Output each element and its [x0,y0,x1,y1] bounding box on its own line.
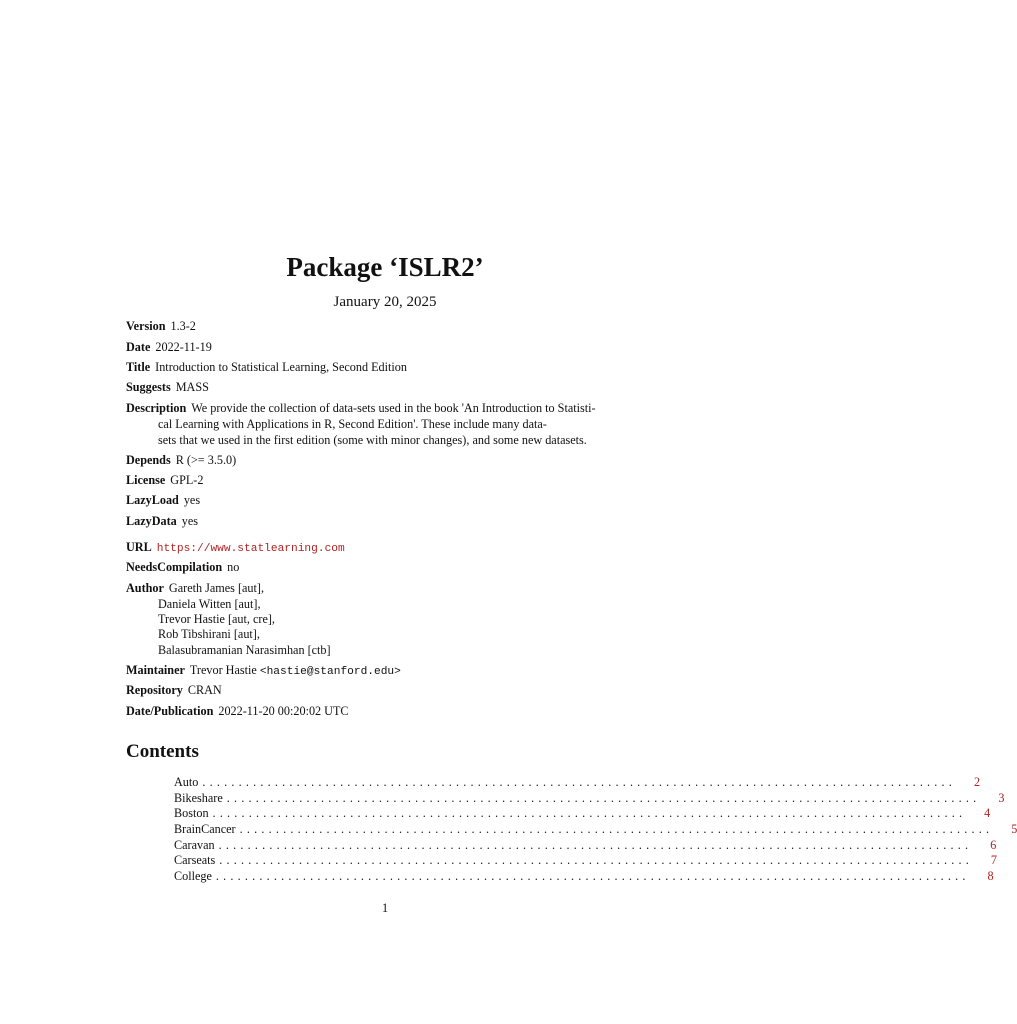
package-title: Package ‘ISLR2’ [286,252,484,282]
toc-leader-dots: ........................................................................................................ [239,822,994,836]
contents-heading: Contents [126,741,199,762]
toc-entry-page[interactable]: 7 [990,853,997,867]
field-maintainer [126,662,646,680]
toc-entry[interactable] [174,805,991,821]
field-label: Date/Publication [126,704,214,718]
author-line-1: Gareth James [aut], [168,581,265,595]
field-description [126,400,646,416]
page-number: 1 [381,901,389,915]
field-label: NeedsCompilation [126,560,223,574]
field-value: GPL-2 [170,473,204,487]
toc-entry[interactable] [174,852,997,868]
toc-entry-page[interactable]: 2 [973,775,981,789]
field-label: License [126,473,166,487]
field-label: Suggests [126,380,171,394]
maintainer-email: <hastie@stanford.edu> [259,666,401,678]
toc-entry-name[interactable]: Carseats [174,853,216,867]
toc-leader-dots: ........................................................................................................ [202,775,957,789]
url-link[interactable]: https://www.statlearning.com [156,543,345,555]
field-value: yes [183,493,201,507]
author-line-3: Trevor Hastie [aut, cre], [158,612,275,626]
field-label: Version [126,319,166,333]
toc-leader-dots: ........................................................................................................ [226,791,981,805]
field-author [126,580,646,596]
field-url [126,539,646,557]
field-label: Date [126,340,151,354]
field-value: yes [181,514,199,528]
author-line-4: Rob Tibshirani [aut], [158,627,260,641]
field-label: Title [126,360,151,374]
field-title [126,359,646,375]
field-lazydata [126,513,646,529]
toc-leader-dots: ........................................................................................................ [219,853,973,867]
toc-entry-page[interactable]: 3 [998,791,1005,805]
author-line-2: Daniela Witten [aut], [158,597,261,611]
field-label: Maintainer [126,663,185,677]
toc-leader-dots: ........................................................................................................ [215,869,970,883]
field-date [126,339,646,355]
field-label: Author [126,581,164,595]
toc-entry-page[interactable]: 4 [984,806,991,820]
author-line-5: Balasubramanian Narasimhan [ctb] [158,643,331,657]
description-line-2: cal Learning with Applications in R, Second Edition'. These include many data- [158,417,547,431]
toc-entry[interactable] [174,821,1017,837]
description-line-1: We provide the collection of data-sets used in the book 'An Introduction to Statisti- [191,401,596,415]
field-label: Repository [126,683,183,697]
field-value: 2022-11-19 [155,340,212,354]
toc-entry-name[interactable]: BrainCancer [174,822,236,836]
toc-entry-page[interactable]: 5 [1011,822,1017,836]
toc-entry-page[interactable]: 6 [990,838,997,852]
toc-entry-name[interactable]: Bikeshare [174,791,223,805]
field-version [126,318,646,334]
field-label: Description [126,401,187,415]
field-label: LazyLoad [126,493,179,507]
field-label: Depends [126,453,171,467]
toc-entry-name[interactable]: Boston [174,806,209,820]
toc-entry-name[interactable]: College [174,869,212,883]
field-label: LazyData [126,514,177,528]
field-value: R (>= 3.5.0) [175,453,237,467]
field-value: 2022-11-20 00:20:02 UTC [218,704,349,718]
maintainer-name: Trevor Hastie [189,663,257,677]
field-label: URL [126,540,152,554]
toc-entry-name[interactable]: Auto [174,775,199,789]
toc-entry-page[interactable]: 8 [987,869,994,883]
toc-leader-dots: ........................................................................................................ [212,806,967,820]
field-value: Introduction to Statistical Learning, Second Edition [155,360,407,374]
field-value: no [227,560,240,574]
toc-entry[interactable] [174,837,997,853]
toc-entry-name[interactable]: Caravan [174,838,215,852]
toc-entry[interactable] [174,868,994,884]
field-suggests [126,379,646,395]
toc-leader-dots: ........................................................................................................ [218,838,973,852]
field-value: 1.3-2 [170,319,196,333]
field-value: CRAN [187,683,222,697]
field-repository [126,682,646,698]
field-depends [126,452,646,468]
document-date: January 20, 2025 [333,294,437,310]
description-line-3: sets that we used in the first edition (some with minor changes), and some new datasets. [158,433,587,447]
field-publication [126,703,646,719]
field-needscompilation [126,559,646,575]
toc-entry[interactable] [174,790,1005,806]
field-value: MASS [175,380,209,394]
field-license [126,472,646,488]
toc-entry[interactable] [174,774,981,790]
field-lazyload [126,492,646,508]
